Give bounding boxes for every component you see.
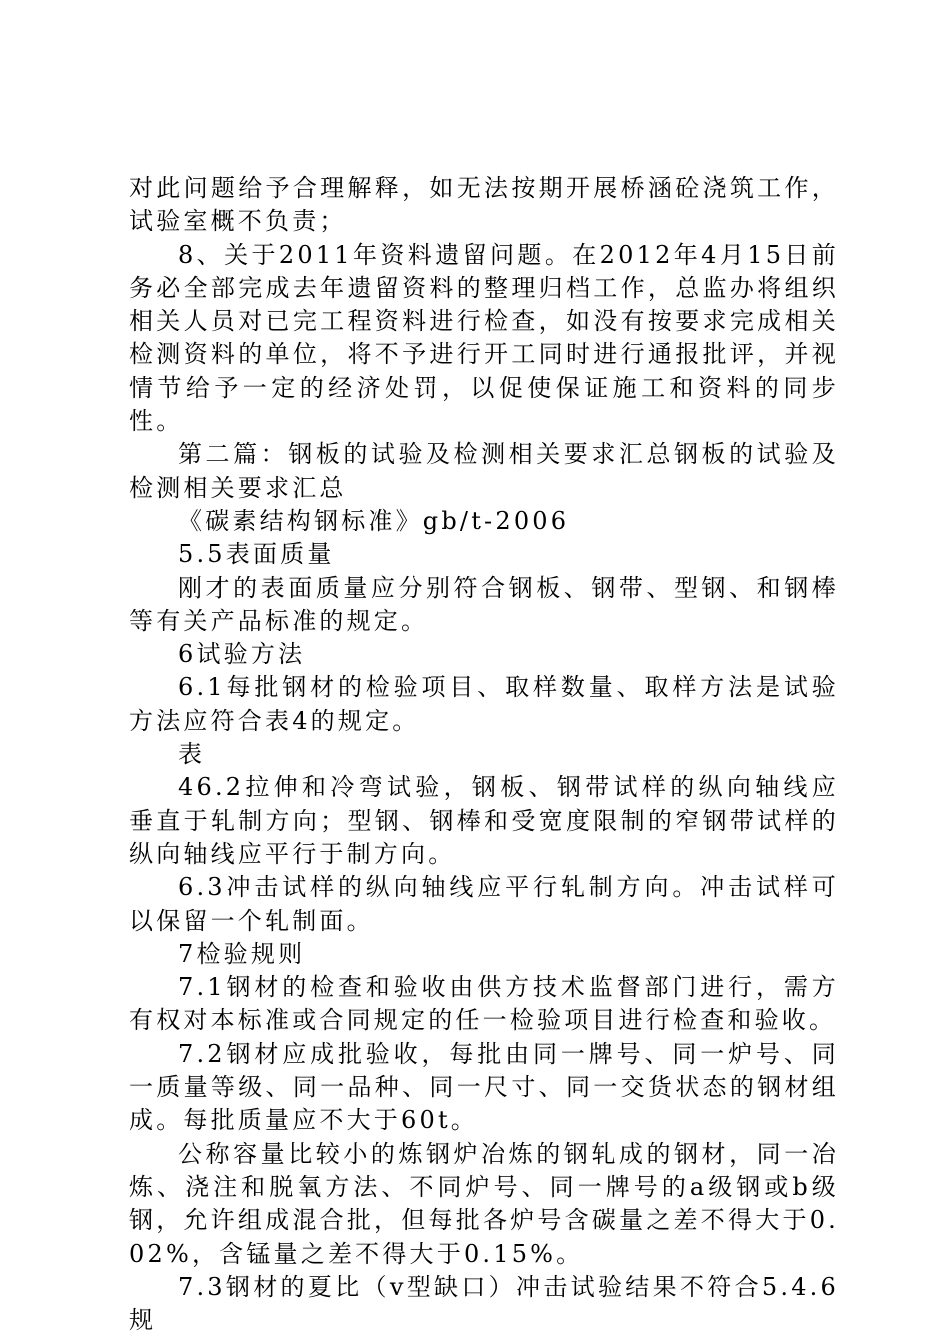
- paragraph-item-8: 8、关于2011年资料遗留问题。在2012年4月15日前务必全部完成去年遗留资料的整理归档工作，总监办将组织相关人员对已完工程资料进行检查，如没有按要求完成相关检测资料的单位，将不予进行开工同时进行通报批评，并视情节给予一定的经济处罚，以促使保证施工和资料的同步性。: [129, 240, 839, 436]
- clause-7-heading: 7检验规则: [178, 939, 306, 968]
- clause-7-2-mixed-batch-text: 公称容量比较小的炼钢炉冶炼的钢轧成的钢材，同一冶炼、浇注和脱氧方法、不同炉号、同一牌号的a级钢或b级钢，允许组成混合批，但每批各炉号含碳量之差不得大于0.02%，含锰量之差不得大于0.15%。: [129, 1139, 839, 1268]
- clause-5-5-text: 刚才的表面质量应分别符合钢板、钢带、型钢、和钢棒等有关产品标准的规定。: [129, 573, 839, 635]
- clause-6-2-text: 46.2拉伸和冷弯试验，钢板、钢带试样的纵向轴线应垂直于轧制方向；型钢、钢棒和受宽度限制的窄钢带试样的纵向轴线应平行于制方向。: [129, 773, 839, 868]
- clause-7-1-text: 7.1钢材的检查和验收由供方技术监督部门进行，需方有权对本标准或合同规定的任一检验项目进行检查和验收。: [129, 973, 839, 1035]
- paragraph-continuation: 对此问题给予合理解释，如无法按期开展桥涵砼浇筑工作，试验室概不负责；: [129, 174, 839, 236]
- body-text: [129, 172, 839, 1337]
- clause-5-5-heading: 5.5表面质量: [178, 540, 335, 569]
- section-heading-part-two: 第二篇：钢板的试验及检测相关要求汇总钢板的试验及检测相关要求汇总: [129, 440, 839, 502]
- clause-7-2-text: 7.2钢材应成批验收，每批由同一牌号、同一炉号、同一质量等级、同一品种、同一尺寸、同一交货状态的钢材组成。每批质量应不大于60t。: [129, 1039, 839, 1135]
- clause-6-heading: 6试验方法: [178, 640, 306, 669]
- table-label: 表: [178, 740, 206, 769]
- clause-6-1-text: 6.1每批钢材的检验项目、取样数量、取样方法是试验方法应符合表4的规定。: [129, 673, 839, 735]
- clause-7-3-text: 7.3钢材的夏比（v型缺口）冲击试验结果不符合5.4.6规: [129, 1272, 839, 1335]
- clause-6-3-text: 6.3冲击试样的纵向轴线应平行轧制方向。冲击试样可以保留一个轧制面。: [129, 873, 839, 935]
- standard-title: 《碳素结构钢标准》gb/t-2006: [178, 506, 570, 535]
